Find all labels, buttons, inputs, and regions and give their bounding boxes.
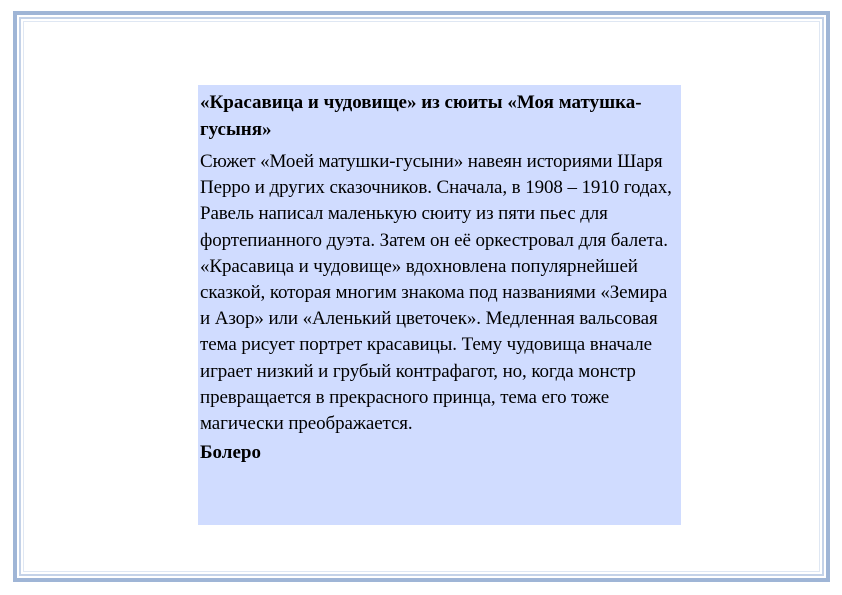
body-paragraph: Сюжет «Моей матушки-гусыни» навеян историями Шаря Перро и других сказочников. Сначала, в 1908 – 1910 годах, Равель написал маленькую сюиту из пяти пьес для фортепианного дуэта. Затем он её оркестровал для балета. «Красавица и чудовище» вдохновлена популярнейшей сказкой, которая многим знакома под названиями «Земира и Азор» или «Аленький цветочек». Медленная вальсовая тема рисует портрет красавицы. Тему чудовища вначале играет низкий и грубый контрафагот, но, когда монстр превращается в прекрасного принца, тема его тоже магически преображается.: [200, 151, 672, 435]
text-box: [198, 85, 681, 525]
section-heading: «Красавица и чудовище» из сюиты «Моя матушка-гусыня»: [200, 92, 642, 140]
next-section-heading: Болеро: [200, 442, 261, 464]
